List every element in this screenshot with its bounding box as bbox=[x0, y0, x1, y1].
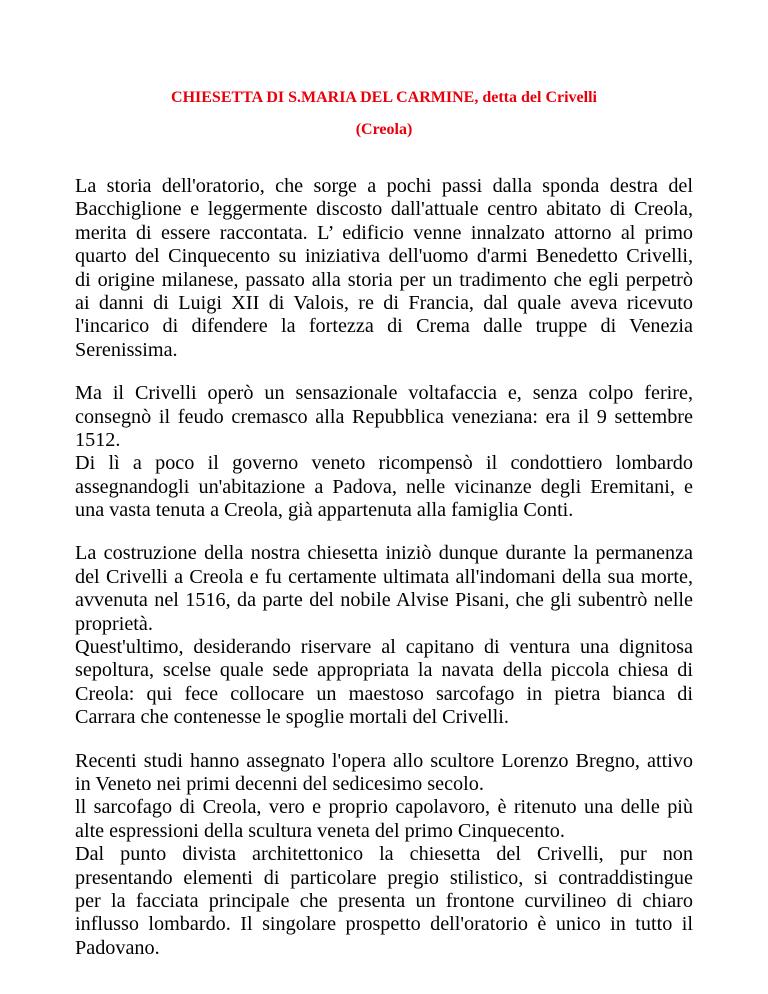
text-line: Dal punto divista architettonico la chiesetta del Crivelli, pur non bbox=[75, 843, 693, 866]
document-title: CHIESETTA DI S.MARIA DEL CARMINE, detta del Crivelli bbox=[171, 89, 597, 106]
paragraph-gap bbox=[75, 522, 693, 542]
paragraph-gap bbox=[75, 362, 693, 382]
paragraph bbox=[75, 382, 693, 522]
document-body bbox=[75, 175, 693, 960]
text-line: ai danni di Luigi XII di Valois, re di Francia, dal quale aveva ricevuto bbox=[75, 291, 693, 314]
text-line: proprietà. bbox=[75, 612, 153, 635]
text-line: La storia dell'oratorio, che sorge a pochi passi dalla sponda destra del bbox=[75, 175, 693, 197]
text-line: in Veneto nei primi decenni del sedicesimo secolo. bbox=[75, 772, 484, 795]
text-line: l'incarico di difendere la fortezza di Crema dalle truppe di Venezia bbox=[75, 315, 693, 338]
text-line: ll sarcofago di Creola, vero e proprio capolavoro, è ritenuto una delle più bbox=[75, 796, 693, 819]
text-line: sepoltura, scelse quale sede appropriata la navata della piccola chiesa di bbox=[75, 659, 693, 682]
text-line: una vasta tenuta a Creola, già appartenuta alla famiglia Conti. bbox=[75, 499, 574, 522]
text-line: Carrara che contenesse le spoglie mortali del Crivelli. bbox=[75, 706, 509, 729]
text-line: per la facciata principale che presenta un frontone curvilineo di chiaro bbox=[75, 889, 693, 912]
text-line: Ma il Crivelli operò un sensazionale voltafaccia e, senza colpo ferire, bbox=[75, 382, 693, 405]
text-line: alte espressioni della scultura veneta del primo Cinquecento. bbox=[75, 819, 565, 842]
paragraph-gap bbox=[75, 730, 693, 750]
text-line: di origine milanese, passato alla storia per un tradimento che egli perpetrò bbox=[75, 268, 693, 291]
text-line: Quest'ultimo, desiderando riservare al capitano di ventura una dignitosa bbox=[75, 636, 693, 659]
paragraph bbox=[75, 542, 693, 729]
paragraph bbox=[75, 175, 693, 362]
text-line: Di lì a poco il governo veneto ricompensò il condottiero lombardo bbox=[75, 452, 693, 475]
text-line: quarto del Cinquecento su iniziativa dell'uomo d'armi Benedetto Crivelli, bbox=[75, 245, 693, 268]
text-line: 1512. bbox=[75, 428, 121, 451]
text-line: Bacchiglione e leggermente discosto dall'attuale centro abitato di Creola, bbox=[75, 198, 693, 221]
text-line: avvenuta nel 1516, da parte del nobile Alvise Pisani, che gli subentrò nelle bbox=[75, 589, 693, 612]
text-line: assegnandogli un'abitazione a Padova, nelle vicinanze degli Eremitani, e bbox=[75, 475, 693, 498]
paragraph bbox=[75, 750, 693, 961]
text-line: Recenti studi hanno assegnato l'opera allo scultore Lorenzo Bregno, attivo bbox=[75, 749, 693, 772]
text-line: presentando elementi di particolare pregio stilistico, si contraddistingue bbox=[75, 866, 693, 889]
text-line: consegnò il feudo cremasco alla Repubblica veneziana: era il 9 settembre bbox=[75, 405, 693, 428]
text-line: Serenissima. bbox=[75, 338, 178, 361]
text-line: influsso lombardo. Il singolare prospetto dell'oratorio è unico in tutto il bbox=[75, 913, 693, 936]
text-line: merita di essere raccontata. L’ edificio venne innalzato attorno al primo bbox=[75, 221, 693, 244]
text-line: del Crivelli a Creola e fu certamente ultimata all'indomani della sua morte, bbox=[75, 565, 693, 588]
text-line: La costruzione della nostra chiesetta iniziò dunque durante la permanenza bbox=[75, 542, 693, 565]
text-line: Padovano. bbox=[75, 936, 160, 959]
document-subtitle: (Creola) bbox=[355, 121, 413, 138]
text-line: Creola: qui fece collocare un maestoso sarcofago in pietra bianca di bbox=[75, 682, 693, 705]
